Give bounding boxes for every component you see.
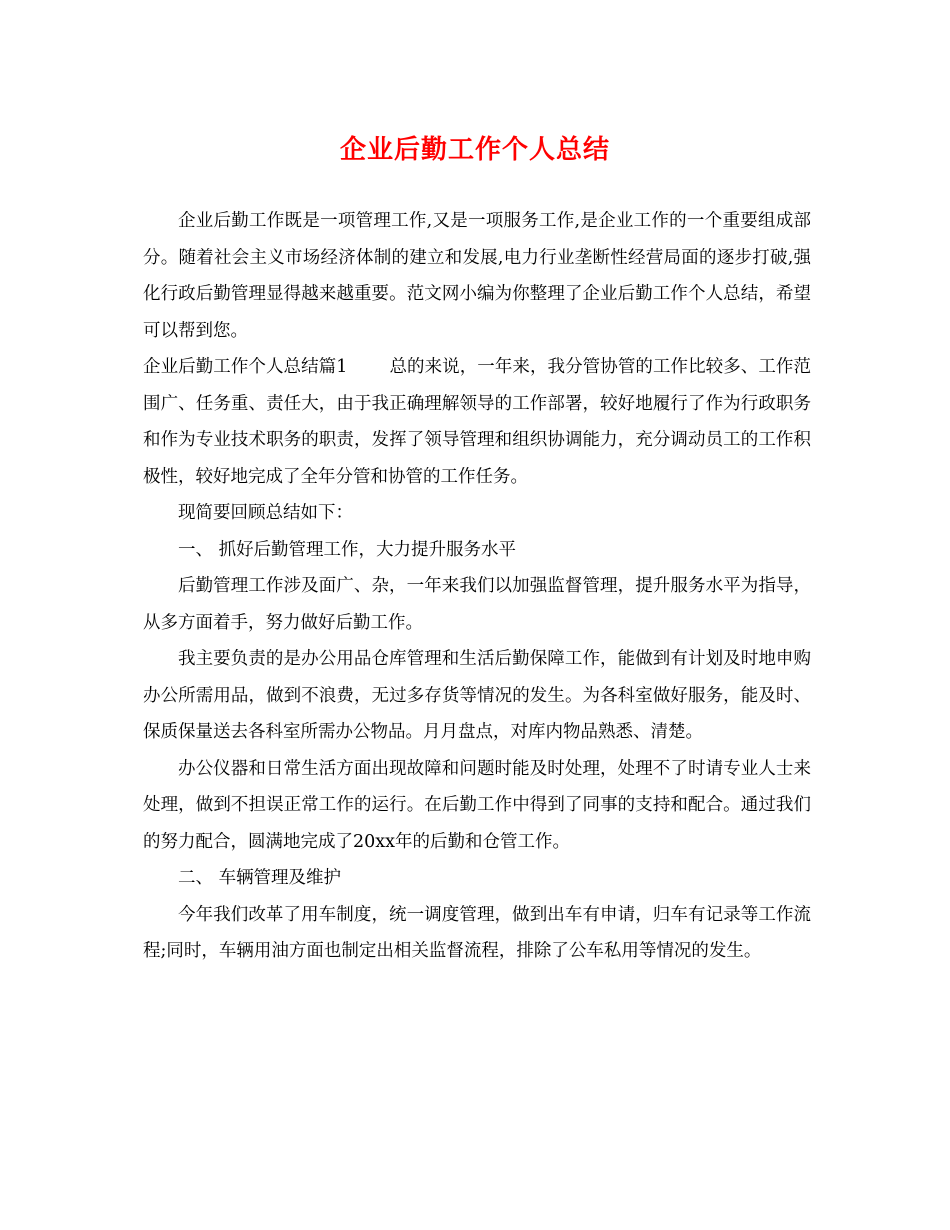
article-label: 企业后勤工作个人总结篇1	[143, 357, 348, 377]
section2-paragraph-1: 今年我们改革了用车制度，统一调度管理，做到出车有申请，归车有记录等工作流程;同时，车辆用油方面也制定出相关监督流程，排除了公车私用等情况的发生。	[143, 904, 811, 961]
section1-heading: 一、 抓好后勤管理工作，大力提升服务水平	[178, 539, 517, 560]
document-title: 企业后勤工作个人总结	[339, 135, 610, 165]
article-lead-text: 总的来说，一年来，我分管协管的工作比较多、工作范围广、任务重、责任大，由于我正确理解领导的工作部署，较好地履行了作为行政职务和作为专业技术职务的职责，发挥了领导管理和组织协调能力，充分调动员工的工作积极性，较好地完成了全年分管和协管的工作任务。	[143, 357, 811, 487]
section1-paragraph-2: 我主要负责的是办公用品仓库管理和生活后勤保障工作，能做到有计划及时地申购办公所需用品，做到不浪费，无过多存货等情况的发生。为各科室做好服务，能及时、保质保量送去各科室所需办公物品。月月盘点，对库内物品熟悉、清楚。	[143, 649, 811, 742]
section2-heading: 二、 车辆管理及维护	[178, 868, 342, 888]
section1-paragraph-1: 后勤管理工作涉及面广、杂，一年来我们以加强监督管理，提升服务水平为指导，从多方面着手，努力做好后勤工作。	[143, 576, 811, 633]
section1-paragraph-3: 办公仪器和日常生活方面出现故障和问题时能及时处理，处理不了时请专业人士来处理，做到不担误正常工作的运行。在后勤工作中得到了同事的支持和配合。通过我们的努力配合，圆满地完成了20xx年的后勤和仓管工作。	[143, 758, 811, 852]
document-body	[143, 203, 811, 970]
review-intro: 现简要回顾总结如下：	[178, 503, 353, 523]
intro-paragraph: 企业后勤工作既是一项管理工作,又是一项服务工作,是企业工作的一个重要组成部分。随着社会主义市场经济体制的建立和发展,电力行业垄断性经营局面的逐步打破,强化行政后勤管理显得越来越重要。范文网小编为你整理了企业后勤工作个人总结，希望可以帮到您。	[143, 211, 811, 341]
article-lead-paragraph	[143, 349, 811, 495]
